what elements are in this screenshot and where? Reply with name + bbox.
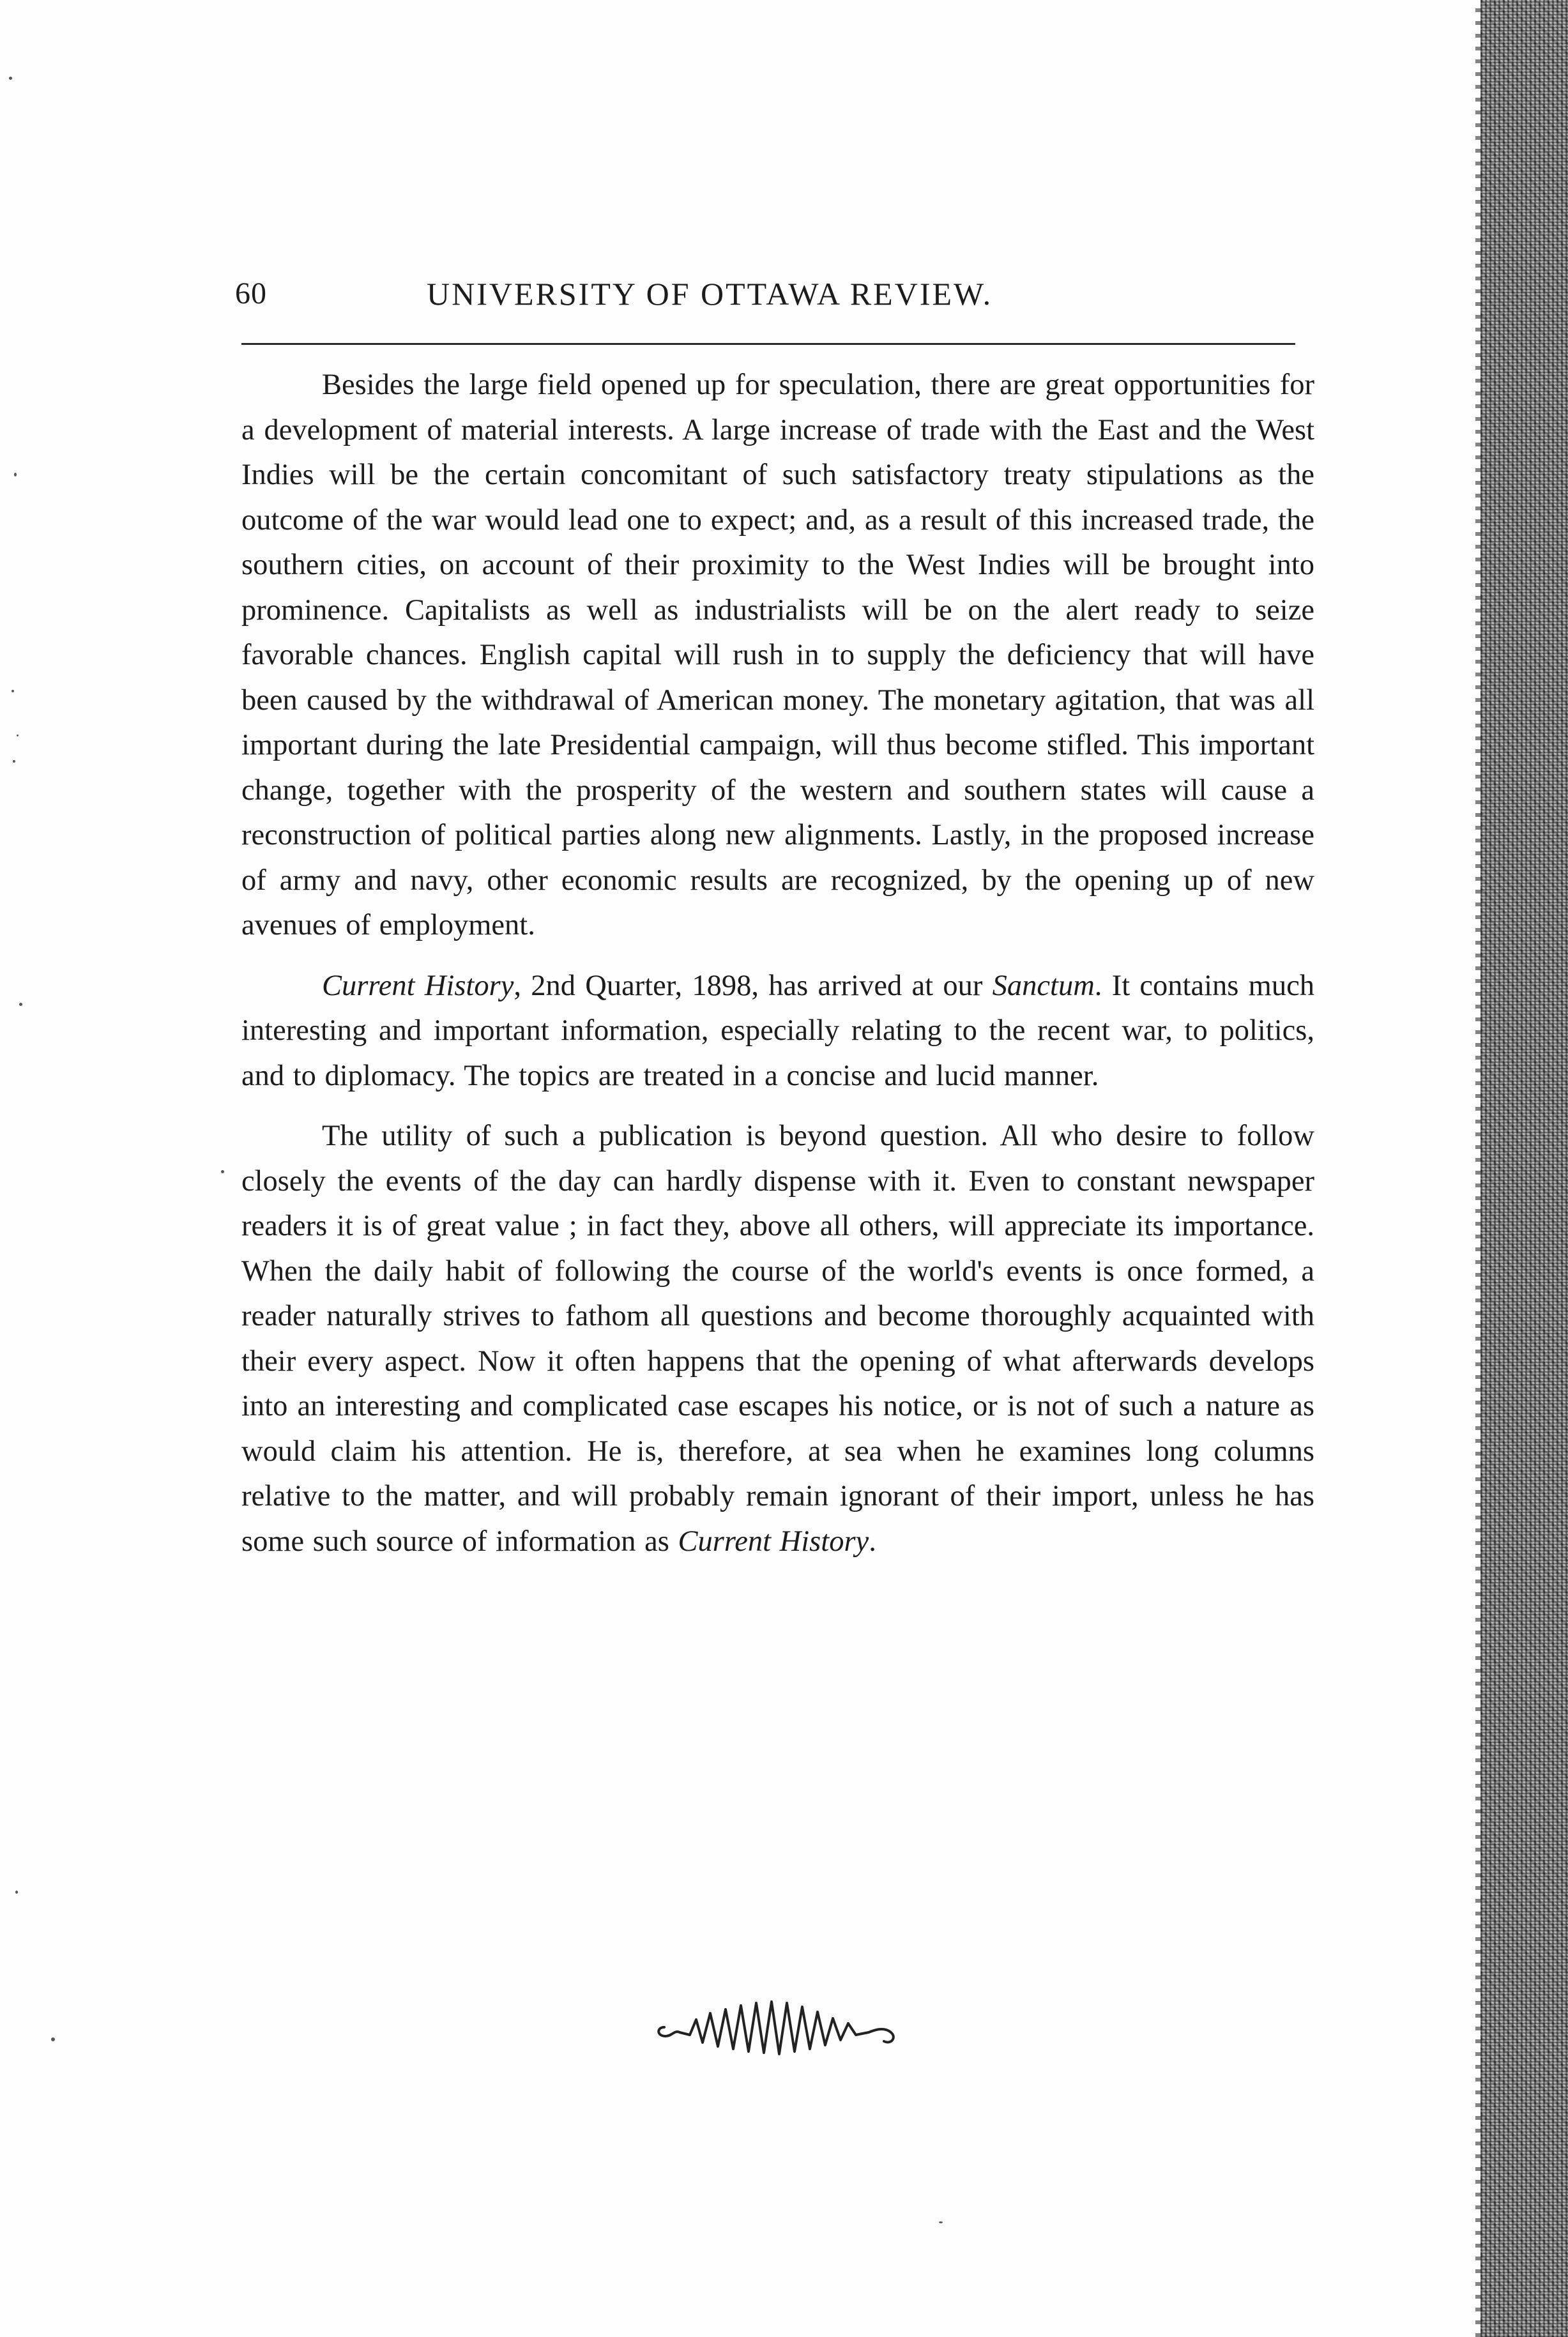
paragraph-2-text-a: , 2nd Quarter, 1898, has arrived at our: [514, 969, 993, 1002]
publication-title: Current History: [322, 969, 514, 1002]
paragraph-1-text: Besides the large field opened up for speculation, there are great opportunities for a development of material interests. A large increase of trade with the East and the West Indies will be the certain concomitant of such satisfactory treaty stipulations as the outcome of the war would lead one to expect; and, as a result of this increased trade, the southern cities, on account of their proximity to the West Indies will be brought into prominence. Capitalists as well as industrialists will be on the alert ready to seize favorable chances. English capital will rush in to supply the deficiency that will have been caused by the withdrawal of American money. The monetary agitation, that was all important during the late Presidential campaign, will thus become stifled. This important change, together with the prosperity of the western and southern states will cause a reconstruction of political parties along new alignments. Lastly, in the proposed increase of army and navy, other economic results are recognized, by the opening up of new avenues of employment.: [241, 369, 1314, 941]
closing-publication-title: Current History: [678, 1525, 869, 1558]
end-ornament-icon: [651, 1994, 907, 2058]
paragraph-2: [241, 964, 1314, 1099]
page-number: 60: [235, 277, 267, 310]
article-body: [241, 363, 1314, 1564]
paragraph-2-text-b: . It contains much interesting and important information, especially relating to the recent war, to politics, and to diplomacy. The topics are treated in a concise and lucid manner.: [241, 969, 1314, 1092]
scanned-binding-edge: [1480, 0, 1568, 2337]
paragraph-1: [241, 363, 1314, 948]
sanctum-word: Sanctum: [992, 969, 1095, 1002]
paragraph-3-text: The utility of such a publication is beyond question. All who desire to follow closely the events of the day can hardly dispense with it. Even to constant newspaper readers it is of great value ; in fact they, above all others, will appreciate its importance. When the daily habit of following the course of the world's events is once formed, a reader naturally strives to fathom all questions and become thoroughly acquainted with their every aspect. Now it often happens that the opening of what afterwards develops into an interesting and complicated case escapes his notice, or is not of such a nature as would claim his attention. He is, therefore, at sea when he examines long columns relative to the matter, and will probably remain ignorant of their import, unless he has some such source of information as: [241, 1120, 1314, 1558]
page-header: [235, 275, 1308, 332]
header-rule: [241, 343, 1295, 345]
paragraph-3: [241, 1114, 1314, 1564]
running-title: UNIVERSITY OF OTTAWA REVIEW.: [427, 276, 993, 312]
paragraph-3-end: .: [869, 1525, 876, 1558]
